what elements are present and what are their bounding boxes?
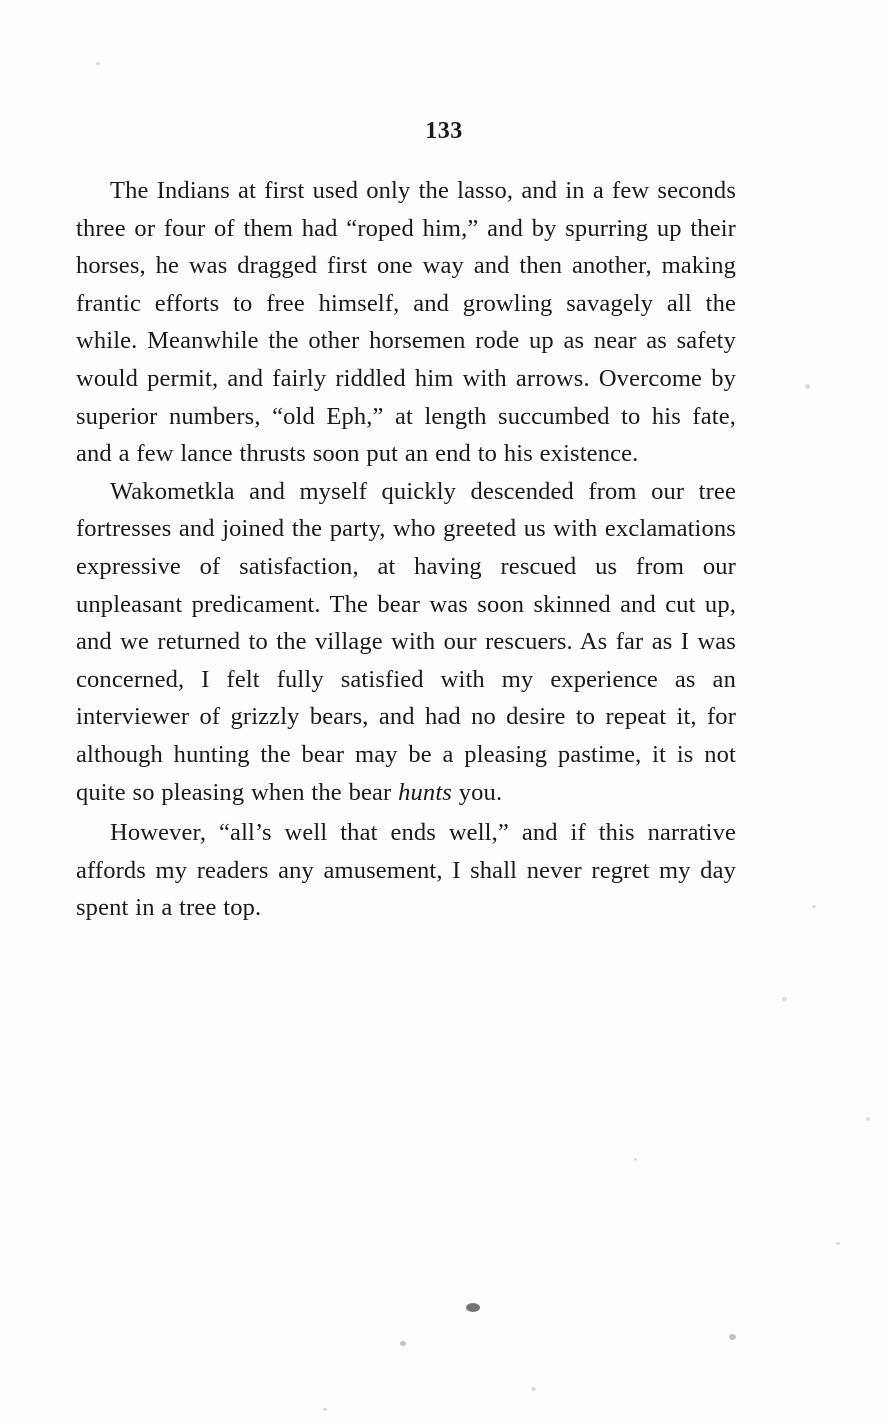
ink-speck [805,384,810,389]
ink-speck [466,1303,480,1312]
ink-speck [400,1341,406,1346]
ink-speck [96,62,100,65]
paragraph-2-tail: you. [451,778,503,806]
ink-speck [782,997,787,1001]
ink-speck [836,1242,840,1245]
ink-speck [323,1408,327,1411]
paragraph-2-text: Wakometkla and myself quickly descended from our tree fortresses and joined the party, who greeted us with exclamations expressive of satisfaction, at having rescued us from our unpleasant predicament. The bear was soon skinned and cut up, and we returned to the village with our rescuers. As far as I was concerned, I felt fully satisfied with my experience as an interviewer of grizzly bears, and had no desire to repeat it, for although hunting the bear may be a pleasing pastime, it is not quite so pleasing when the bear [76,477,736,806]
ink-speck [866,1117,870,1121]
ink-speck [634,1158,637,1161]
ink-speck [812,905,816,908]
page-text-body [76,172,736,927]
ink-speck [729,1334,736,1340]
paragraph-2 [76,473,736,811]
paragraph-2-italic: hunts [398,778,452,806]
paragraph-3: However, “all’s well that ends well,” and if this narrative affords my readers any amusement, I shall never regret my day spent in a tree top. [76,819,736,922]
page-number: 133 [425,118,463,144]
paragraph-1: The Indians at first used only the lasso, and in a few seconds three or four of them had “roped him,” and by spurring up their horses, he was dragged first one way and then another, making frantic efforts to free himself, and growling savagely all the while. Meanwhile the other horsemen rode up as near as safety would permit, and fairly riddled him with arrows. Overcome by superior numbers, “old Eph,” at length succumbed to his fate, and a few lance thrusts soon put an end to his existence. [76,177,736,468]
ink-speck [531,1387,536,1391]
